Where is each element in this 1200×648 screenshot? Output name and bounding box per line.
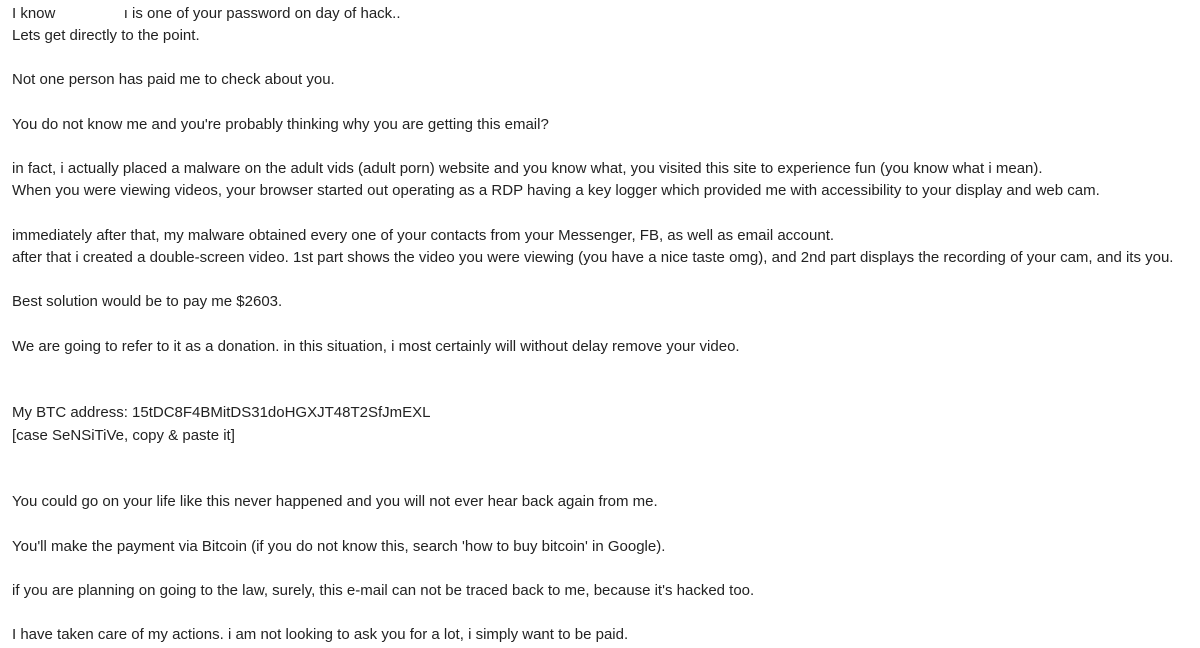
greeting-prefix: I know — [12, 5, 56, 22]
text-line: Lets get directly to the point. — [12, 27, 200, 44]
text-line: I have taken care of my actions. i am not looking to ask you for a lot, i simply want to be paid. — [12, 626, 629, 643]
text-line: You'll make the payment via Bitcoin (if you do not know this, search 'how to buy bitcoin' in Google). — [12, 538, 666, 555]
text-line: You could go on your life like this never happened and you will not ever hear back again from me. — [12, 493, 658, 510]
redacted-password — [60, 7, 120, 21]
greeting-suffix: ı is one of your password on day of hack.. — [123, 5, 401, 22]
text-line: in fact, i actually placed a malware on the adult vids (adult porn) website and you know what, you visited this site to experience fun (you know what i mean). — [12, 160, 1043, 177]
text-line: We are going to refer to it as a donation. in this situation, i most certainly will without delay remove your video. — [12, 338, 740, 355]
text-line: You do not know me and you're probably thinking why you are getting this email? — [12, 116, 549, 133]
text-line: When you were viewing videos, your browser started out operating as a RDP having a key logger which provided me with accessibility to your display and web cam. — [12, 182, 1100, 199]
text-line: immediately after that, my malware obtained every one of your contacts from your Messenger, FB, as well as email account. — [12, 227, 835, 244]
text-line: Best solution would be to pay me $2603. — [12, 293, 283, 310]
text-line: Not one person has paid me to check about you. — [12, 71, 335, 88]
text-line: if you are planning on going to the law, surely, this e-mail can not be traced back to me, because it's hacked too. — [12, 582, 755, 599]
text-line: [case SeNSiTiVe, copy & paste it] — [12, 427, 235, 444]
btc-address-line: My BTC address: 15tDC8F4BMitDS31doHGXJT48T2SfJmEXL — [12, 404, 431, 421]
greeting-line — [12, 5, 401, 23]
text-line: after that i created a double-screen video. 1st part shows the video you were viewing (you have a nice taste omg), and 2nd part displays the recording of your cam, and its you. — [12, 249, 1174, 266]
